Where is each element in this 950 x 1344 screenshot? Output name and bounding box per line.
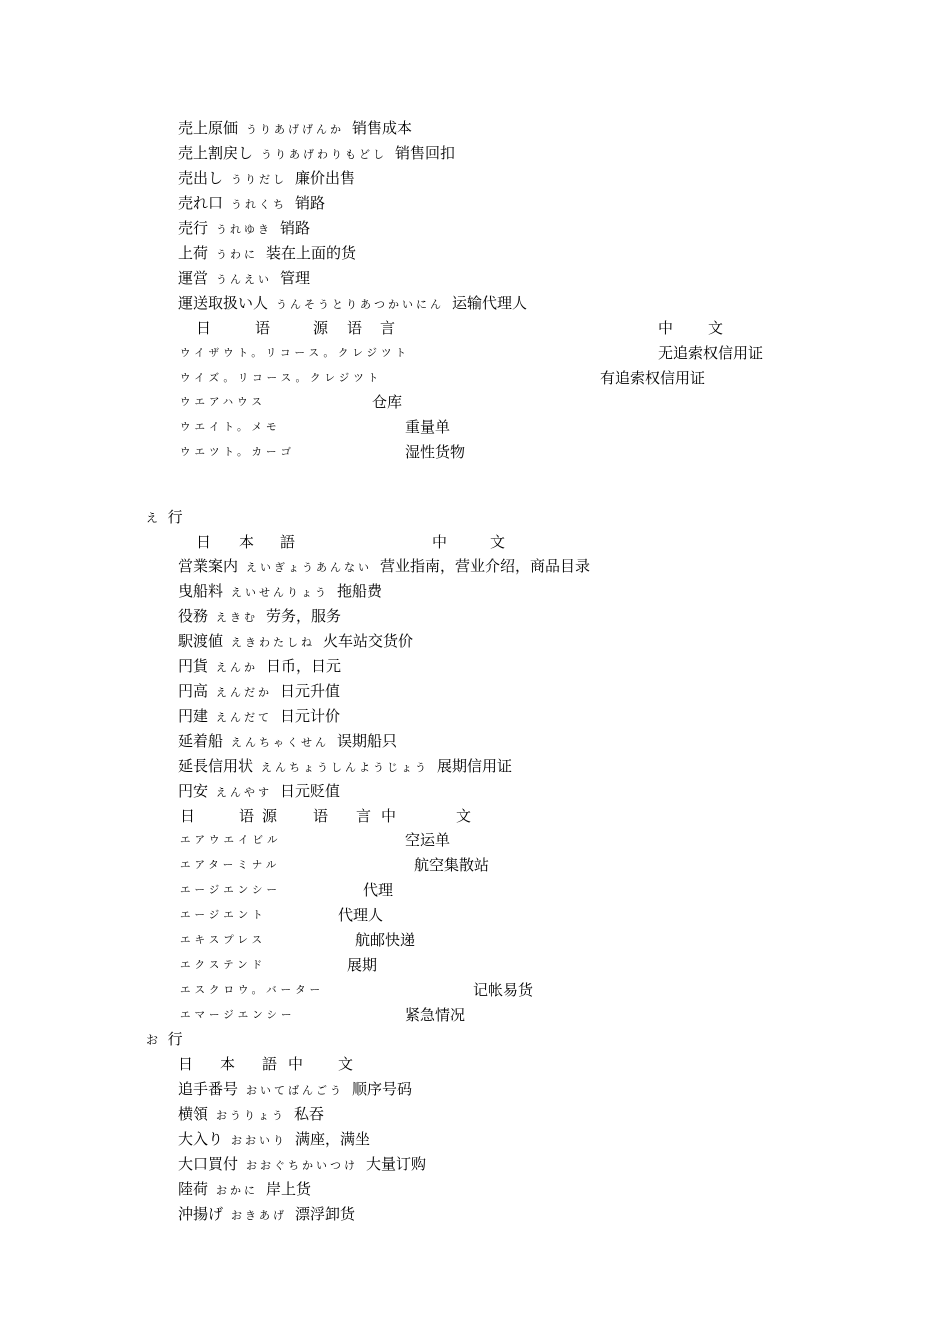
e-entry-6 [178,681,340,701]
e-kana: えんやす [216,786,273,799]
e-header-yu: 語 [280,533,296,551]
o-section-label: 行 [167,1030,183,1048]
o-header-wen: 文 [338,1055,354,1073]
u-entry-8 [178,293,527,313]
e-header-ben: 本 [239,533,255,551]
e-word: 駅渡値 [178,632,224,650]
header-yu: 语 [255,319,271,337]
u-word: 売上割戻し [178,144,254,162]
o-meaning: 漂浮卸货 [295,1205,356,1223]
u-word: 売上原価 [178,119,239,137]
e-kana: えんだて [216,711,273,724]
u-loan-kana: ウイザウト。リコース。クレジツト [180,347,411,359]
u-entry-5 [178,218,310,238]
u-entry-2 [178,143,455,163]
e-word: 円高 [178,682,209,700]
e-word: 円建 [178,707,209,725]
u-word: 上荷 [178,244,209,262]
e-header-ri: 日 [196,533,212,551]
u-loan-meaning: 无追索权信用证 [658,344,764,362]
u-kana: うれゆき [216,223,273,236]
u-meaning: 销路 [280,219,311,237]
e-entry-3 [178,606,341,626]
header-yu2: 语 [347,319,363,337]
e-loan-kana: エアターミナル [180,859,281,871]
o-meaning: 大量订购 [366,1155,427,1173]
u-meaning: 运输代理人 [452,294,528,312]
e-entry-5 [178,656,341,676]
e-meaning: 日元贬值 [280,782,341,800]
e-section-label: 行 [167,508,183,526]
o-header-ben: 本 [220,1055,236,1073]
e-loan-kana: エスクロウ。バーター [180,984,325,996]
o-entry-6 [178,1204,355,1224]
u-kana: うりあげげんか [246,123,345,136]
e-loan-meaning: 航空集散站 [414,856,490,874]
u-kana: うりだし [231,173,288,186]
u-loan-meaning: 仓库 [372,393,403,411]
e-meaning: 火车站交货价 [323,632,414,650]
e-loan-meaning: 展期 [347,956,378,974]
u-loan-kana: ウエアハウス [180,396,266,408]
e-meaning: 日币，日元 [266,657,342,675]
e-loan-header-yu2: 语 [313,807,329,825]
e-entry-10 [178,781,340,801]
e-meaning: 误期船只 [337,732,398,750]
o-entry-1 [178,1079,412,1099]
u-word: 売出し [178,169,224,187]
o-kana: おうりょう [216,1109,287,1122]
e-header-wen: 文 [490,533,506,551]
o-word: 沖揚げ [178,1205,224,1223]
o-header-ri: 日 [178,1055,194,1073]
o-kana: おいてばんごう [246,1084,345,1097]
u-word: 運送取扱い人 [178,294,269,312]
e-loan-header-yan: 言 [356,807,372,825]
e-loan-meaning: 代理人 [338,906,384,924]
o-word: 横領 [178,1105,209,1123]
u-entry-4 [178,193,325,213]
u-word: 運営 [178,269,209,287]
o-meaning: 顺序号码 [352,1080,413,1098]
u-meaning: 销路 [295,194,326,212]
e-loan-header-yu: 语 [239,807,255,825]
u-entry-7 [178,268,310,288]
e-word: 役務 [178,607,209,625]
e-word: 円貨 [178,657,209,675]
e-meaning: 日元升值 [280,682,341,700]
e-meaning: 拖船费 [337,582,383,600]
e-loan-meaning: 紧急情况 [405,1006,466,1024]
header-ri: 日 [196,319,212,337]
u-meaning: 销售回扣 [395,144,456,162]
u-meaning: 廉价出售 [295,169,356,187]
e-kana: えんちゃくせん [231,736,330,749]
u-loan-kana: ウエイト。メモ [180,421,281,433]
e-loan-kana: エクステンド [180,959,267,971]
header-yan: 言 [380,319,396,337]
o-entry-4 [178,1154,426,1174]
e-meaning: 日元计价 [280,707,341,725]
u-kana: うわに [216,248,259,261]
header-wen: 文 [708,319,724,337]
u-meaning: 管理 [280,269,311,287]
u-word: 売れ口 [178,194,224,212]
o-section-kana: お [146,1033,159,1047]
o-kana: おおぐちかいつけ [246,1159,359,1172]
e-loan-kana: エキスプレス [180,934,267,946]
e-kana: えんか [216,661,259,674]
u-entry-1 [178,118,412,138]
e-loan-meaning: 记帐易货 [473,981,534,999]
o-entry-5 [178,1179,311,1199]
o-entry-3 [178,1129,370,1149]
header-zhong: 中 [658,319,674,337]
o-kana: おおいり [231,1134,288,1147]
u-entry-6 [178,243,356,263]
e-loan-meaning: 代理 [363,881,394,899]
e-loan-kana: エマージエンシー [180,1009,296,1021]
e-meaning: 营业指南，营业介绍，商品目录 [380,557,591,575]
o-meaning: 私吞 [294,1105,325,1123]
e-entry-2 [178,581,382,601]
u-loan-meaning: 有追索权信用证 [600,369,706,387]
u-loan-meaning: 湿性货物 [405,443,466,461]
e-word: 円安 [178,782,209,800]
e-kana: えんちょうしんようじょう [261,761,430,774]
e-section-kana: え [146,511,159,525]
e-loan-kana: エージエント [180,909,267,921]
e-entry-1 [178,556,590,576]
u-word: 売行 [178,219,209,237]
e-loan-header-yuan: 源 [262,807,278,825]
u-loan-kana: ウイズ。リコース。クレジツト [180,372,383,384]
e-kana: えんだか [216,686,273,699]
o-entry-2 [178,1104,324,1124]
e-entry-4 [178,631,413,651]
u-loan-kana: ウエツト。カーゴ [180,446,296,458]
e-header-zhong: 中 [432,533,448,551]
e-kana: えきむ [216,611,259,624]
u-kana: うんそうとりあつかいにん [276,298,445,311]
o-word: 大口買付 [178,1155,239,1173]
e-kana: えいぎょうあんない [246,561,373,574]
o-meaning: 岸上货 [266,1180,312,1198]
e-loan-meaning: 航邮快递 [355,931,416,949]
o-kana: おかに [216,1184,259,1197]
e-loan-header-ri: 日 [180,807,196,825]
e-loan-header-zhong: 中 [381,807,397,825]
e-word: 曳船料 [178,582,224,600]
e-word: 営業案内 [178,557,239,575]
u-kana: うりあげわりもどし [261,148,388,161]
e-kana: えきわたしね [231,636,316,649]
e-loan-header-wen: 文 [456,807,472,825]
u-meaning: 装在上面的货 [266,244,357,262]
o-section-heading [146,1029,183,1049]
o-header-yu: 語 [262,1055,278,1073]
u-meaning: 销售成本 [352,119,413,137]
e-kana: えいせんりょう [231,586,330,599]
e-meaning: 展期信用证 [437,757,513,775]
header-yuan: 源 [313,319,329,337]
u-kana: うんえい [216,273,273,286]
e-section-heading [146,507,183,527]
e-loan-meaning: 空运单 [405,831,451,849]
o-word: 陸荷 [178,1180,209,1198]
e-loan-kana: エアウエイビル [180,834,282,846]
e-entry-7 [178,706,340,726]
u-entry-3 [178,168,355,188]
o-word: 追手番号 [178,1080,239,1098]
o-header-zhong: 中 [288,1055,304,1073]
e-word: 延着船 [178,732,224,750]
u-kana: うれくち [231,198,288,211]
e-loan-kana: エージエンシー [180,884,282,896]
o-word: 大入り [178,1130,224,1148]
e-entry-9 [178,756,512,776]
e-meaning: 劳务，服务 [266,607,342,625]
o-meaning: 满座，满坐 [295,1130,371,1148]
e-word: 延長信用状 [178,757,254,775]
u-loan-meaning: 重量单 [405,418,451,436]
o-kana: おきあげ [231,1209,288,1222]
e-entry-8 [178,731,397,751]
